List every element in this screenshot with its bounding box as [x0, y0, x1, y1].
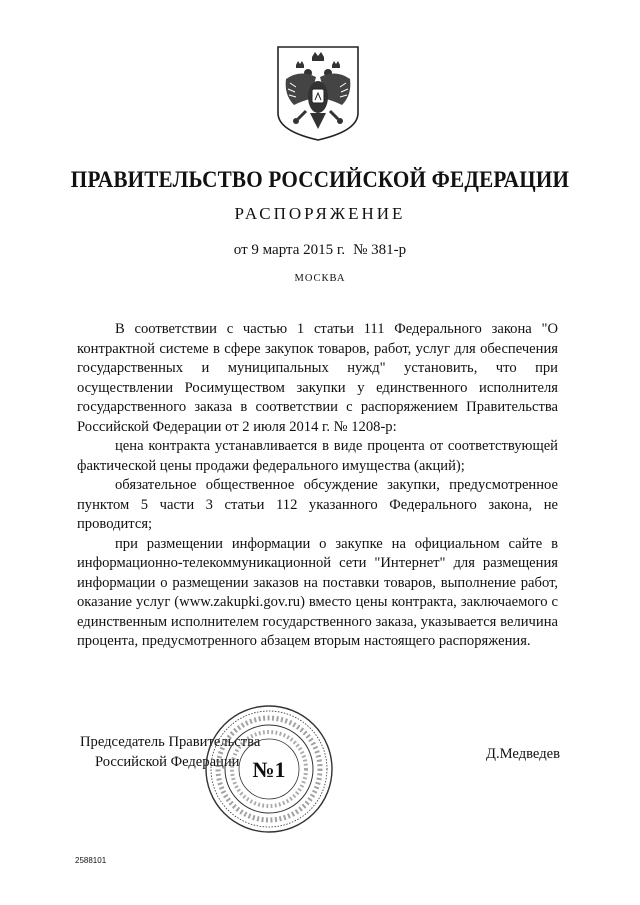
signatory-name: Д.Медведев — [486, 746, 560, 762]
body-paragraph: В соответствии с частью 1 статьи 111 Федерального закона "О контрактной системе в сфере закупок товаров, работ, услуг для обеспечения государственных и муниципальных нужд" установить, что при осуществлении Росимуществом закупки у единственного исполнителя государственного заказа в соответствии с распоряжением Правительства Российской Федерации от 2 июля 2014 г. № 1208-р: — [77, 321, 558, 435]
signatory-title-line1: Председатель Правительства — [80, 734, 261, 750]
document-city: МОСКВА — [294, 273, 346, 284]
russian-coat-of-arms-icon — [272, 43, 364, 143]
signatory-title-line2: Российской Федерации — [95, 754, 240, 770]
document-type: РАСПОРЯЖЕНИЕ — [234, 204, 406, 223]
body-paragraph: цена контракта устанавливается в виде процента от соответствующей фактической цены продажи федерального имущества (акций); — [77, 438, 558, 474]
document-date: от 9 марта 2015 г. — [233, 242, 346, 258]
body-paragraph: обязательное общественное обсуждение закупки, предусмотренное пунктом 5 части 3 статьи 112 указанного Федерального закона, не проводится; — [77, 477, 558, 532]
body-paragraph: при размещении информации о закупке на официальном сайте в информационно-телекоммуникационной сети "Интернет" для размещения информации о размещении заказов на поставки товаров, выполнение работ, оказание услуг (www.zakupki.gov.ru) вместо цены контракта, заключаемого с единственным исполнителем государственного заказа, указывается величина процента, предусмотренного абзацем вторым настоящего распоряжения. — [77, 535, 558, 649]
government-title: ПРАВИТЕЛЬСТВО РОССИЙСКОЙ ФЕДЕРАЦИИ — [70, 167, 570, 192]
stamp-label: №1 — [252, 757, 286, 782]
document-number: № 381-р — [353, 242, 407, 258]
document-date-line — [0, 242, 640, 259]
document-body — [77, 320, 558, 652]
document-code: 2588101 — [75, 856, 107, 865]
official-round-stamp-icon — [203, 703, 335, 835]
